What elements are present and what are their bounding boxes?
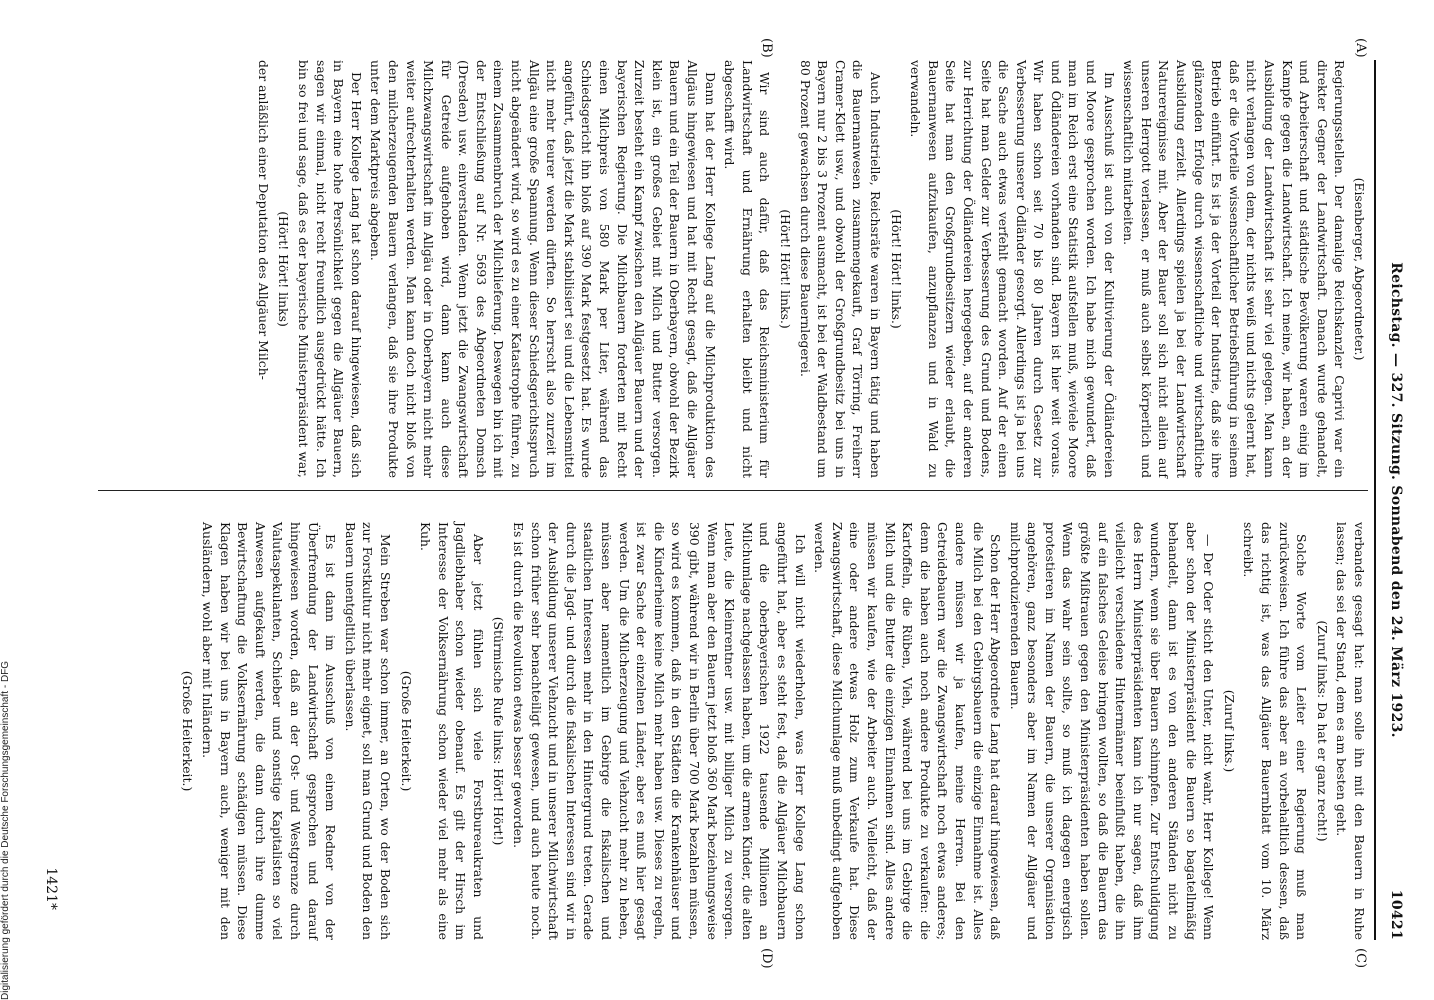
interjection: (Hört! Hört! links.) bbox=[778, 209, 793, 329]
interjection: (Hört! Hört! links.) bbox=[888, 209, 904, 329]
interjection: (Hört! Hört! links) bbox=[276, 211, 292, 327]
paragraph: Der Herr Kollege Lang hat schon darauf hingewiesen, daß sich in Bayern eine hohe Persönlichkeit gegen die Allgäuer Bauern, sagen wir einmal, nicht recht freundlich ausgedrückt hätte. Ich bin so frei und sage, daß es der bayerische Ministerpräsident war, bbox=[295, 60, 364, 478]
page-number: 10421 bbox=[1388, 889, 1404, 940]
column-divider bbox=[98, 490, 1368, 491]
interjection: (Zuruf links.) bbox=[1221, 689, 1237, 773]
dfg-side-note-text: Digitalisierung gefördert durch die Deutsche Forschungsgemeinschaft - DFG bbox=[0, 660, 11, 1000]
paragraph: Mein Streben war schon immer, an Orten, wo der Boden sich zur Forstkultur nicht mehr eignet, soll man Grund und Boden den Bauern unentgeltlich überlassen. bbox=[342, 522, 393, 940]
interjection: (Stürmische Rufe links: Hört! Hört!) bbox=[491, 616, 507, 846]
paragraph: Solche Worte vom Leiter einer Regierung muß man zurückweisen. Ich führe das aber an vorbehaltlich dessen, daß das richtig ist, was das Allgäuer Bauernblatt vom 10. März schreibt. bbox=[1241, 522, 1310, 940]
paragraph: Wir sind auch dafür, daß das Reichsministerium für Landwirtschaft und Ernährung erhalten bleibt und nicht abgeschafft wird. bbox=[722, 60, 773, 478]
paragraph: — Der Oder sticht den Unter, nicht wahr, Herr Kollege! Wenn aber schon der Ministerpräsident die Bauern so bagatellmäßig behandelt, dann ist es von den anderen Ständen nicht zu wundern, wenn sie über Bauern schimpfen. Zur Entschuldigung des Herrn Ministerpräsidenten kann ich nur sagen, daß ihm vielleicht verschiedene Hintermänner beeinflußt haben, die ihn auf ein falsches Geleise bringen wollten, so daß die Bauern das größte Mißtrauen gegen den Ministerpräsidenten haben sollen. Wenn das wahr sein sollte, so muß ich dagegen energisch protestieren im Namen der Bauern, die unserer Organisation angehören, ganz besonders aber im Namen der Allgäuer und milchproduzierenden Bauern. bbox=[1007, 522, 1217, 940]
header-title: Reichstag. — 327. Sitzung. Sonnabend den 24. März 1923. bbox=[1388, 262, 1404, 738]
paragraph: verbandes gesagt hat: man solle ihn mit den Bauern in Ruhe lassen; das sei der Stand, dem es am besten geht. bbox=[1334, 522, 1367, 940]
interjection: (Große Heiterkeit.) bbox=[398, 670, 414, 792]
page-mark: 1421* bbox=[43, 867, 59, 910]
interjection: (Große Heiterkeit.) bbox=[180, 670, 196, 792]
header-rule bbox=[1374, 60, 1376, 940]
left-column bbox=[252, 60, 1368, 478]
marker-c: (C) bbox=[1353, 948, 1368, 969]
dfg-side-note bbox=[0, 600, 18, 1000]
paragraph: Regierungsstellen. Der damalige Reichskanzler Caprivi war ein direkter Gegner der Landwirtschaft. Danach wurde gehandelt, und Arbeiterschaft und städtische Bevölkerung waren einig im Kampfe gegen die Landwirtschaft. Ich meine, wir haben, an der Ausbildung der Landwirtschaft ist sehr viel gelegen. Man kann nicht verlangen von dem, der nichts weiß und nichts gelernt hat, daß er die Vorteile wissenschaftlicher Betriebsführung in seinem Betrieb einführt. Es ist ja der Vorteil der Industrie, daß sie ihre glänzenden Erfolge durch wissenschaftliche und wirtschaftliche Ausbildung erzielt. Allerdings spielen ja bei der Landwirtschaft Naturereignisse mit. Aber der Bauer soll sich nicht allein auf unseren Herrgott verlassen, er muß auch selbst körperlich und wissenschaftlich mitarbeiten. bbox=[1121, 60, 1348, 478]
interjection: (Zuruf links: Da hat er ganz recht!) bbox=[1314, 620, 1330, 842]
paragraph: Aber jetzt fühlen sich viele Forstbureaukraten und Jagdliebhaber schon wieder obenauf. Es gilt der Hirsch im Interesse der Volksernährung schon wieder viel mehr als eine Kuh. bbox=[418, 522, 486, 940]
marker-d: (D) bbox=[759, 948, 774, 969]
marker-a: (A) bbox=[1353, 38, 1368, 58]
paragraph: Im Ausschuß ist auch von der Kultivierung der Ödländereien und Moore gesprochen worden. Ich habe mich gewundert, daß man im Reich erst eine Statistik aufstellen muß, wieviele Moore und Ödländereien vorhanden sind. Bayern ist hier weit voraus. Wir haben schon seit 70 bis 80 Jahren durch Gesetz zur Verbesserung unserer Ödländer gesorgt. Allerdings ist ja bei uns die Sache auch etwas verfehlt gemacht worden. Auf der einen Seite hat man Gelder zur Verbesserung des Grund und Bodens, zur Herrichtung der Ödländereien hergegeben, auf der anderen Seite hat man den Großgrundbesitzern wieder erlaubt, die Bauernanwesen aufzukaufen, anzupflanzen und in Wald zu verwandeln. bbox=[908, 60, 1117, 478]
paragraph: der anläßlich einer Deputation des Allgäuer Milch- bbox=[255, 60, 271, 380]
paragraph: Schon der Herr Abgeordnete Lang hat darauf hingewiesen, daß die Milch bei den Gebirgsbauern die einzige Einnahme ist. Alles andere müssen wir ja kaufen, meine Herren. Bei den Getreidebauern war die Zwangswirtschaft noch etwas anderes; denn die haben auch noch andere Produkte zu verkaufen: die Kartoffeln, die Rüben, Vieh, während bei uns im Gebirge die Milch und die Butter die einzigen Einnahmen sind. Alles andere müssen wir kaufen, wie der Arbeiter auch. Vielleicht, daß der eine oder andere etwas Holz zum Verkaufe hat. Diese Zwangswirtschaft, diese Milchumlage muß unbedingt aufgehoben werden. bbox=[812, 522, 1004, 940]
paragraph: Ich will nicht wiederholen, was Herr Kollege Lang schon angeführt hat, aber es steht fest, daß die Allgäuer Milchbauern und die oberbayerischen 1922 tausende Millionen an Milchumlage nachgelassen haben, um die armen Kinder, die alten Leute, die Kleinrentner usw. mit billiger Milch zu versorgen. Wenn man aber den Bauern jetzt bloß 360 Mark beziehungsweise 390 gibt, während wir in Berlin über 700 Mark bezahlen müssen, so wird es kommen, daß in den Städten die Krankenhäuser und die Kinderheime keine Milch mehr haben usw. Dieses zu regeln, ist zwar Sache der einzelnen Länder, aber es muß hier gesagt werden. Um die Milcherzeugung und Viehzucht mehr zu heben, müssen aber namentlich im Gebirge die fiskalischen und staatlichen Interessen mehr in den Hintergrund treten. Gerade durch die Jagd- und durch die fiskalischen Interessen sind wir in der Ausbildung unserer Viehzucht und in unserer Milchwirtschaft schon früher sehr benachteiligt gewesen, und auch heute noch. Es ist durch die Revolution etwas besser geworden. bbox=[511, 522, 808, 940]
page-header bbox=[1380, 60, 1404, 940]
paragraph: Auch Industrielle, Reichsräte waren in Bayern tätig und haben die Bauernanwesen zusammengekauft, Graf Törring, Freiherr Cramer-Klett usw., und obwohl der Großgrundbesitz bei uns in Bayern nur 2 bis 3 Prozent ausmacht, ist bei der Waldbestand um 80 Prozent gewachsen durch diese Bauernlegerei. bbox=[797, 60, 883, 478]
paragraph: Dann hat der Herr Kollege Lang auf die Milchproduktion des Allgäus hingewiesen und hat mit Recht gesagt, daß die Allgäuer Bauern und ein Teil der Bauern in Oberbayern, obwohl der Bezirk klein ist, ein großes Gebiet mit Milch und Butter versorgen. Zurzeit besteht ein Kampf zwischen den Allgäuer Bauern und der bayerischen Regierung. Die Milchbauern forderten mit Recht einen Milchpreis von 580 Mark per Liter, während das Schiedsgericht ihn bloß auf 390 Mark festgesetzt hat. Es wurde angeführt, daß jetzt die Mark stabilisiert sei und die Lebensmittel nicht mehr teurer werden dürften. So herrscht also zurzeit im Allgäu eine große Spannung. Wenn dieser Schiedsgerichtsspruch nicht abgeändert wird, so wird es zu einer Katastrophe führen, zu einem Zusammenbruch der Milchlieferung. Deswegen bin ich mit der Entschließung auf Nr. 5693 des Abgeordneten Domsch (Dresden) usw. einverstanden. Wenn jetzt die Zwangswirtschaft für Getreide aufgehoben wird, dann kann auch diese Milchzwangswirtschaft im Allgäu oder in Oberbayern nicht mehr weiter aufrechterhalten werden. Man kann doch nicht bloß von den milcherzeugenden Bauern verlangen, daß sie ihre Produkte unter dem Marktpreis abgeben. bbox=[368, 60, 718, 478]
paragraph: Es ist dann im Ausschuß von einem Redner von der Überfremdung der Landwirtschaft gesprochen und darauf hingewiesen worden, daß an der Ost- und Westgrenze durch Valutaspekulanten, Schieber und sonstige Kapitalisten so viel Anwesen aufgekauft werden, die dann durch ihre dumme Bewirtschaftung die Volksernährung schädigen müssen. Diese Klagen haben wir bei uns in Bayern auch, weniger mit den Ausländern, wohl aber mit Inländern. bbox=[200, 522, 339, 940]
right-column bbox=[176, 522, 1368, 940]
speaker-label: (Eisenberger, Abgeordneter.) bbox=[1352, 177, 1367, 361]
marker-b: (B) bbox=[759, 38, 774, 58]
